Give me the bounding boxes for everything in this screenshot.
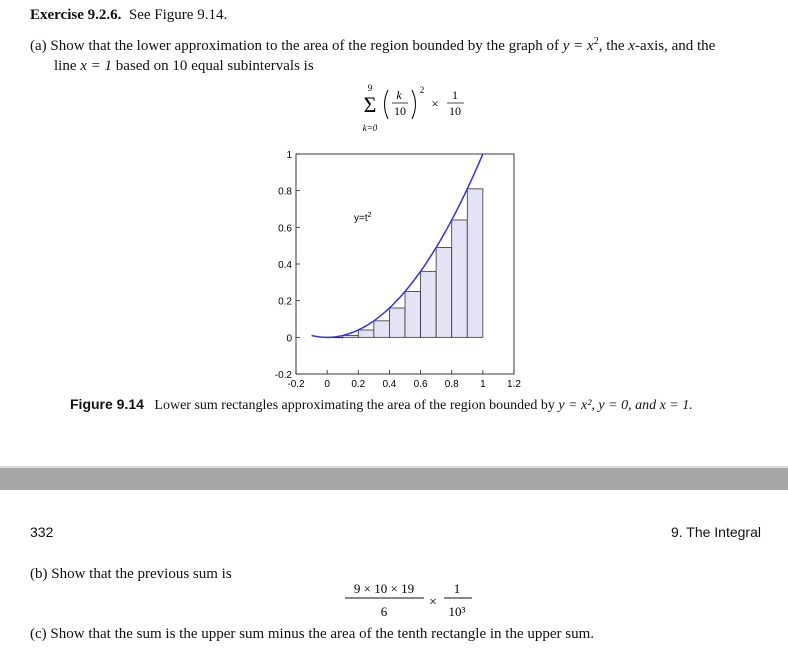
formula-second-numerator: 1 [453, 581, 461, 596]
power-exponent: 2 [419, 85, 425, 95]
times-sign: × [431, 96, 439, 111]
part-a-line2-pre: line [54, 58, 77, 74]
part-b-tag: (b) [30, 566, 48, 582]
x-tick-label: 1 [480, 379, 486, 390]
part-a [30, 32, 775, 76]
figure-caption-equations: y = x², y = 0, and x = 1. [558, 398, 693, 413]
fraction-denominator-10: 10 [394, 104, 406, 118]
y-tick-label: 0 [286, 333, 292, 345]
part-c-text: Show that the sum is the upper sum minus the area of the tenth rectangle in the upper sum. [50, 626, 595, 642]
x-tick-label: 0.4 [382, 379, 397, 390]
sum-upper-limit: 9 [367, 83, 373, 93]
second-fraction-numerator: 1 [452, 88, 458, 102]
second-fraction-denominator: 10 [449, 104, 461, 118]
lower-sum-rectangle [436, 248, 452, 338]
part-a-line1: (a) Show that the lower approximation to the area of the region bounded by the graph of $y = x^2$, the x-axis, and the [30, 36, 716, 54]
lower-sum-rectangle [343, 336, 359, 338]
part-a-equation: y = x [562, 38, 594, 54]
formula-denominator: 6 [380, 604, 388, 619]
x-tick-label: 0.6 [413, 379, 428, 390]
lower-sum-rectangle [405, 292, 421, 338]
x-tick-label: 0 [324, 379, 330, 390]
part-a-text3: -axis, and the [634, 38, 716, 54]
lower-sum-rectangle [452, 220, 468, 337]
lower-sum-rectangle [389, 308, 405, 337]
exercise-label: Exercise 9.2.6. [30, 7, 122, 23]
part-c-tag: (c) [30, 626, 47, 642]
part-a-line2-post: based on 10 equal subintervals is [115, 58, 314, 74]
part-a-text2: , the [598, 38, 625, 54]
left-paren [385, 90, 389, 119]
chapter-header: 9. The Integral [670, 524, 761, 540]
lower-sum-rectangle [421, 271, 437, 337]
exercise-heading [30, 7, 227, 24]
figure-9-14 [250, 150, 550, 398]
lower-sum-rectangle [467, 189, 483, 337]
x-tick-label: 1.2 [507, 379, 521, 390]
formula-times-sign: × [429, 595, 437, 610]
y-tick-label: 0.6 [278, 223, 292, 235]
page-break-band [0, 468, 788, 490]
page-number: 332 [30, 524, 54, 540]
x-tick-label: 0.8 [444, 379, 459, 390]
exercise-reference: See Figure 9.14. [128, 7, 228, 23]
sum-lower-limit: k=0 [362, 123, 378, 133]
part-b [30, 566, 232, 583]
fraction-numerator-k: k [396, 88, 402, 102]
part-a-text1: Show that the lower approximation to the area of the region bounded by the graph of [50, 38, 560, 54]
figure-caption-label: Figure 9.14 [70, 396, 144, 412]
y-tick-label: 0.8 [278, 186, 292, 198]
part-a-line2 [30, 56, 775, 76]
summation-formula [340, 82, 470, 142]
formula-numerator: 9 × 10 × 19 [353, 581, 415, 596]
lower-sum-rectangle [358, 330, 374, 337]
y-tick-label: 0.4 [278, 260, 292, 271]
lower-sum-chart [250, 150, 550, 398]
part-b-formula [340, 580, 480, 622]
x-tick-label: -0.2 [287, 379, 305, 390]
y-tick-label: -0.2 [274, 370, 292, 381]
part-a-x-axis: x [628, 38, 635, 54]
figure-caption [70, 396, 693, 414]
part-a-tag: (a) [30, 38, 47, 54]
formula-second-denominator: 10³ [448, 604, 466, 619]
y-tick-label: 0.2 [278, 296, 292, 308]
curve-annotation: $y=t^2$ [354, 212, 372, 224]
sigma-symbol: Σ [363, 92, 377, 117]
part-a-line-equation: x = 1 [80, 58, 113, 74]
lower-sum-rectangle [374, 321, 390, 338]
part-c [30, 626, 594, 643]
y-tick-label: 1 [286, 150, 292, 161]
x-tick-label: 0.2 [351, 379, 366, 390]
right-paren [412, 90, 416, 119]
part-b-text: Show that the previous sum is [51, 566, 232, 582]
figure-caption-text: Lower sum rectangles approximating the area of the region bounded by [154, 398, 555, 413]
